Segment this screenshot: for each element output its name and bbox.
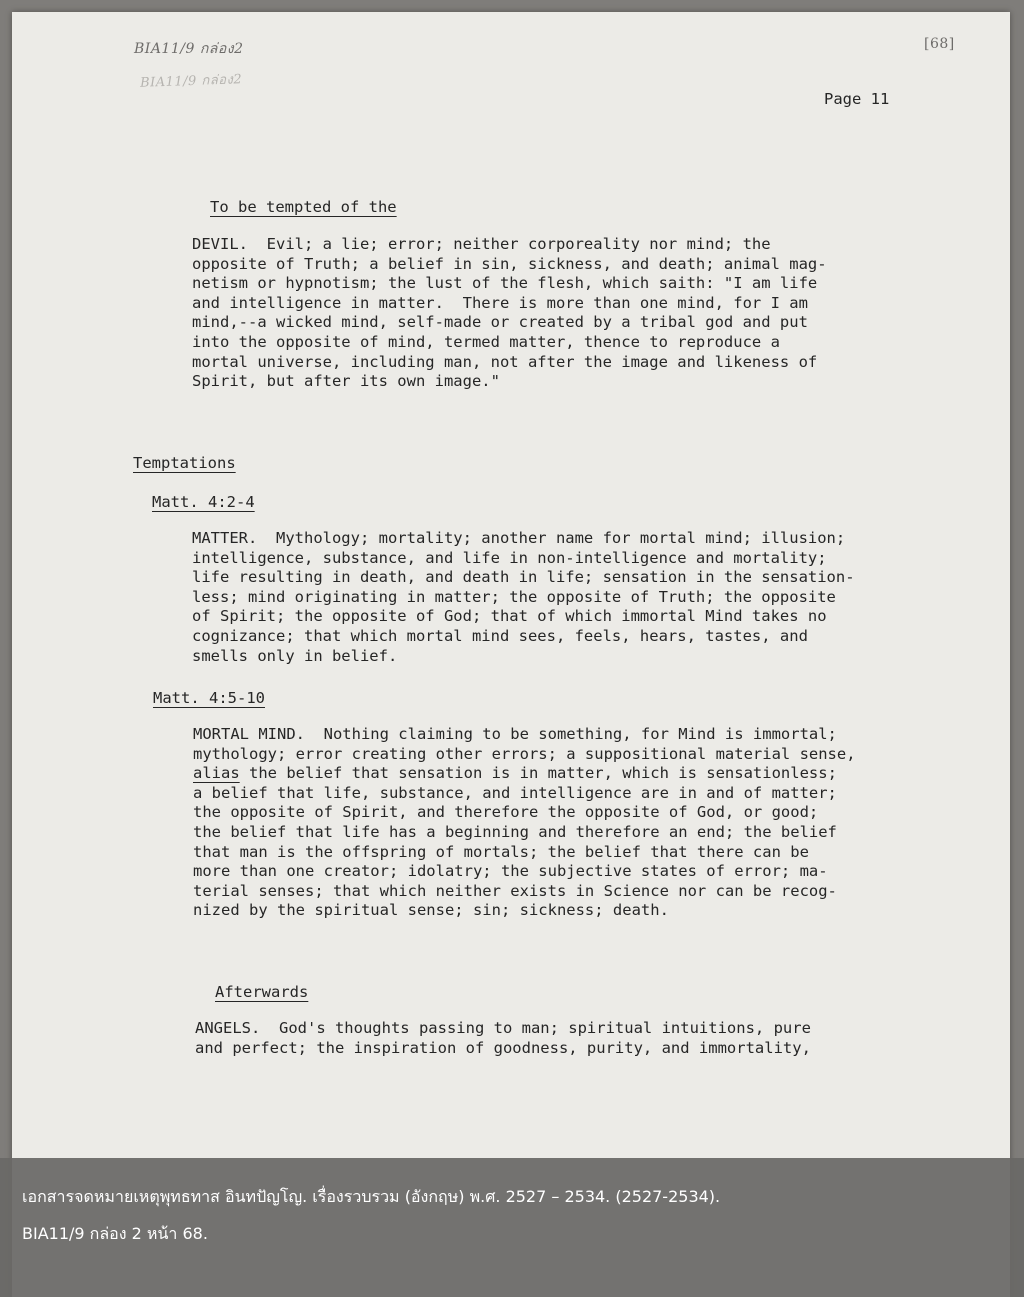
handwritten-page-mark: [68] xyxy=(924,36,955,52)
document-page xyxy=(12,12,1010,1297)
paragraph-devil: DEVIL. Evil; a lie; error; neither corporeality nor mind; the opposite of Truth; a belief in sin, sickness, and death; animal mag- netism or hypnotism; the lust of the flesh, which saith: "I am life and intelligence in matter. There is more than one mind, for I am mind,--a wicked mind, self-made or created by a tribal god and put into the opposite of mind, termed matter, thence to reproduce a mortal universe, including man, not after the image and likeness of Spirit, but after its own image." xyxy=(192,235,827,391)
paragraph-mortal-mind-rest: the belief that sensation is in matter, which is sensationless; a belief that life, substance, and intelligence are in and of matter; the opposite of Spirit, and therefore the opposite of God, or good; the belief that life has a beginning and therefore an end; the belief that man is the offspring of mortals; the belief that there can be more than one creator; idolatry; the subjective states of error; ma- terial senses; that which neither exists in Science nor can be recog- nized by the spiritual sense; sin; sickness; death. xyxy=(193,764,837,920)
paragraph-mortal-mind-first: MORTAL MIND. Nothing claiming to be something, for Mind is immortal; mythology; error creating other errors; a suppositional material sense, xyxy=(193,725,856,763)
heading-matt-4-5-10: Matt. 4:5-10 xyxy=(153,689,265,707)
heading-temptations: Temptations xyxy=(133,454,236,472)
underlined-word-alias: alias xyxy=(193,764,240,783)
caption-reference: BIA11/9 กล่อง 2 หน้า 68. xyxy=(22,1224,208,1243)
heading-afterwards: Afterwards xyxy=(215,983,309,1001)
paragraph-angels: ANGELS. God's thoughts passing to man; spiritual intuitions, pure and perfect; the inspiration of goodness, purity, and immortality, xyxy=(195,1019,811,1057)
paragraph-matter: MATTER. Mythology; mortality; another name for mortal mind; illusion; intelligence, substance, and life in non-intelligence and mortality; life resulting in death, and death in life; sensation in the sensation- less; mind originating in matter; the opposite of Truth; the opposite of Spirit; the opposite of God; that of which immortal Mind takes no cognizance; that which mortal mind sees, feels, hears, tastes, and smells only in belief. xyxy=(192,529,855,665)
paragraph-mortal-mind xyxy=(193,725,913,921)
caption-title: เอกสารจดหมายเหตุพุทธทาส อินทปัญโญ. เรื่องรวบรวม (อังกฤษ) พ.ศ. 2527 – 2534. (2527-2534). xyxy=(22,1187,721,1206)
faint-handwritten-reference: BIA11/9 กล่อง2 xyxy=(139,72,243,91)
page-number: Page 11 xyxy=(824,90,890,108)
heading-matt-4-2-4: Matt. 4:2-4 xyxy=(152,493,255,511)
heading-tempted: To be tempted of the xyxy=(210,198,397,216)
handwritten-archive-reference: BIA11/9 กล่อง2 xyxy=(134,41,244,57)
archive-caption-overlay xyxy=(0,1158,1024,1297)
